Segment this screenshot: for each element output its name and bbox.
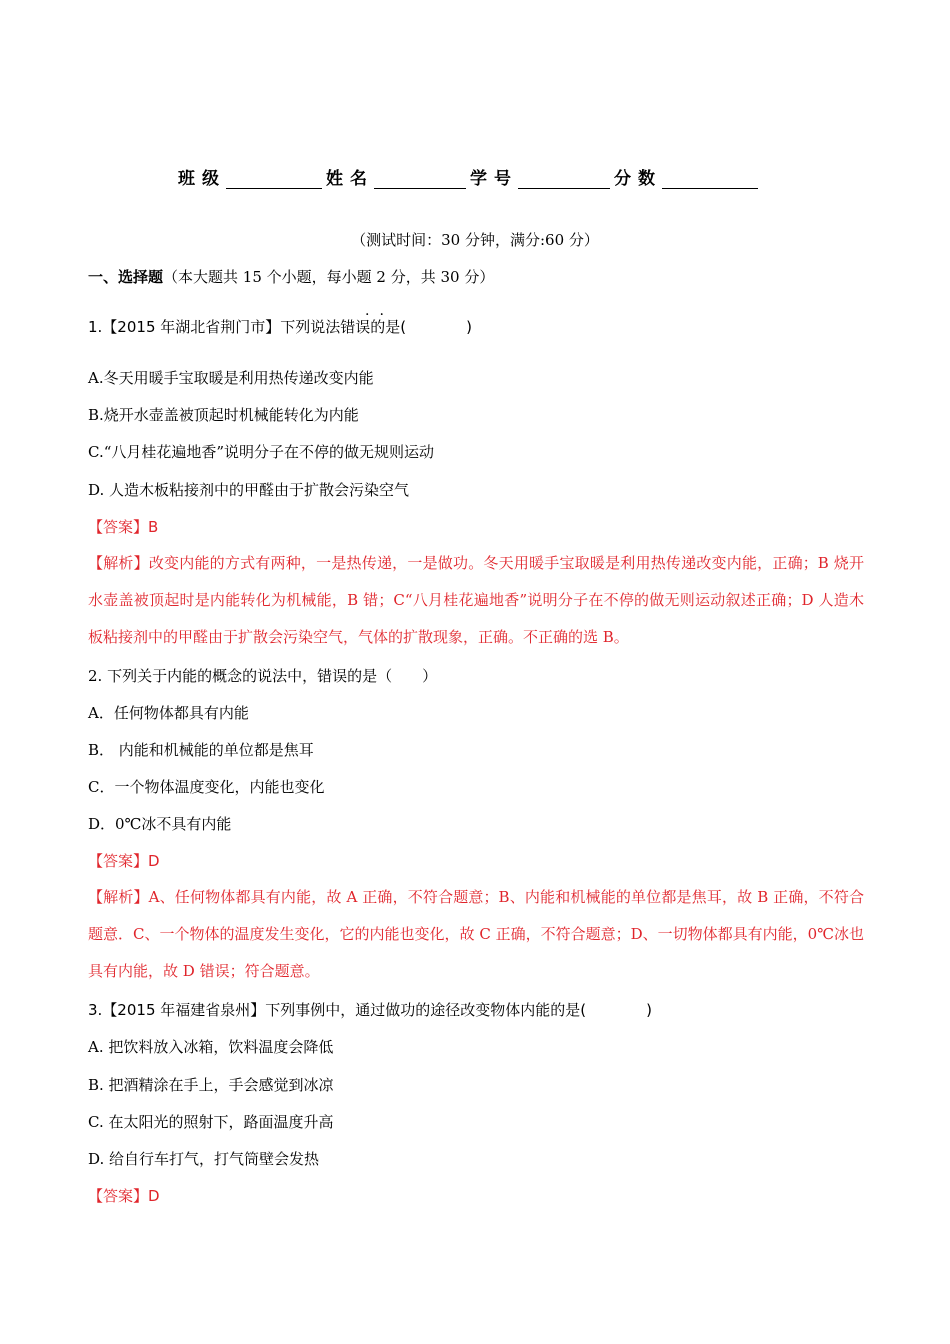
q2-option-c: C．一个物体温度变化，内能也变化 xyxy=(88,778,325,796)
section-heading xyxy=(88,266,494,287)
name-label: 姓名 xyxy=(326,169,374,189)
q2-stem: 2. 下列关于内能的概念的说法中，错误的是（ ） xyxy=(88,667,438,685)
name-blank xyxy=(374,166,466,189)
q3-option-c: C. 在太阳光的照射下，路面温度升高 xyxy=(88,1113,334,1131)
q1-option-c: C.“八月桂花遍地香”说明分子在不停的做无规则运动 xyxy=(88,443,435,461)
q2-option-d: D．0℃冰不具有内能 xyxy=(88,815,232,833)
emphasis-dots: .. xyxy=(365,303,394,319)
q3-option-d: D. 给自行车打气，打气筒壁会发热 xyxy=(88,1150,320,1168)
score-blank xyxy=(662,166,758,189)
id-label: 学号 xyxy=(470,169,518,189)
q1-option-a: A.冬天用暖手宝取暖是利用热传递改变内能 xyxy=(88,369,374,387)
class-label: 班级 xyxy=(178,169,226,189)
q2-option-b: B． 内能和机械能的单位都是焦耳 xyxy=(88,741,314,759)
q2-answer: 【答案】D xyxy=(88,852,160,870)
q3-stem: 3.【2015 年福建省泉州】下列事例中，通过做功的途径改变物体内能的是( ) xyxy=(88,1001,652,1019)
q3-option-b: B. 把酒精涂在手上，手会感觉到冰凉 xyxy=(88,1076,334,1094)
q1-answer: 【答案】B xyxy=(88,518,159,536)
test-info: （测试时间：30 分钟，满分:60 分） xyxy=(351,231,599,249)
section-desc: （本大题共 15 个小题，每小题 2 分，共 30 分） xyxy=(163,268,495,286)
q3-option-a: A. 把饮料放入冰箱，饮料温度会降低 xyxy=(88,1038,334,1056)
section-title: 一、选择题 xyxy=(88,268,164,286)
class-blank xyxy=(226,166,322,189)
q3-answer: 【答案】D xyxy=(88,1187,160,1205)
id-blank xyxy=(518,166,610,189)
score-label: 分数 xyxy=(614,169,662,189)
q2-option-a: A．任何物体都具有内能 xyxy=(88,704,249,722)
q1-stem: 1.【2015 年湖北省荆门市】下列说法错误的是( ) xyxy=(88,318,472,336)
q1-option-b: B.烧开水壶盖被顶起时机械能转化为内能 xyxy=(88,406,359,424)
student-info-header xyxy=(178,163,762,189)
q1-analysis: 【解析】改变内能的方式有两种，一是热传递，一是做功。冬天用暖手宝取暖是利用热传递改变内能，正确；B 烧开水壶盖被顶起时是内能转化为机械能，B 错；C“八月桂花遍地香”说明分子在不停的做无则运动叙述正确；D 人造木板粘接剂中的甲醛由于扩散会污染空气，气体的扩散现象，正确。不正确的选 B。 xyxy=(88,554,864,646)
q1-option-d: D. 人造木板粘接剂中的甲醛由于扩散会污染空气 xyxy=(88,481,410,499)
q2-analysis: 【解析】A、任何物体都具有内能，故 A 正确，不符合题意；B、内能和机械能的单位都是焦耳，故 B 正确，不符合题意．C、一个物体的温度发生变化，它的内能也变化，故 C 正确，不符合题意；D、一切物体都具有内能，0℃冰也具有内能，故 D 错误；符合题意。 xyxy=(88,888,864,980)
